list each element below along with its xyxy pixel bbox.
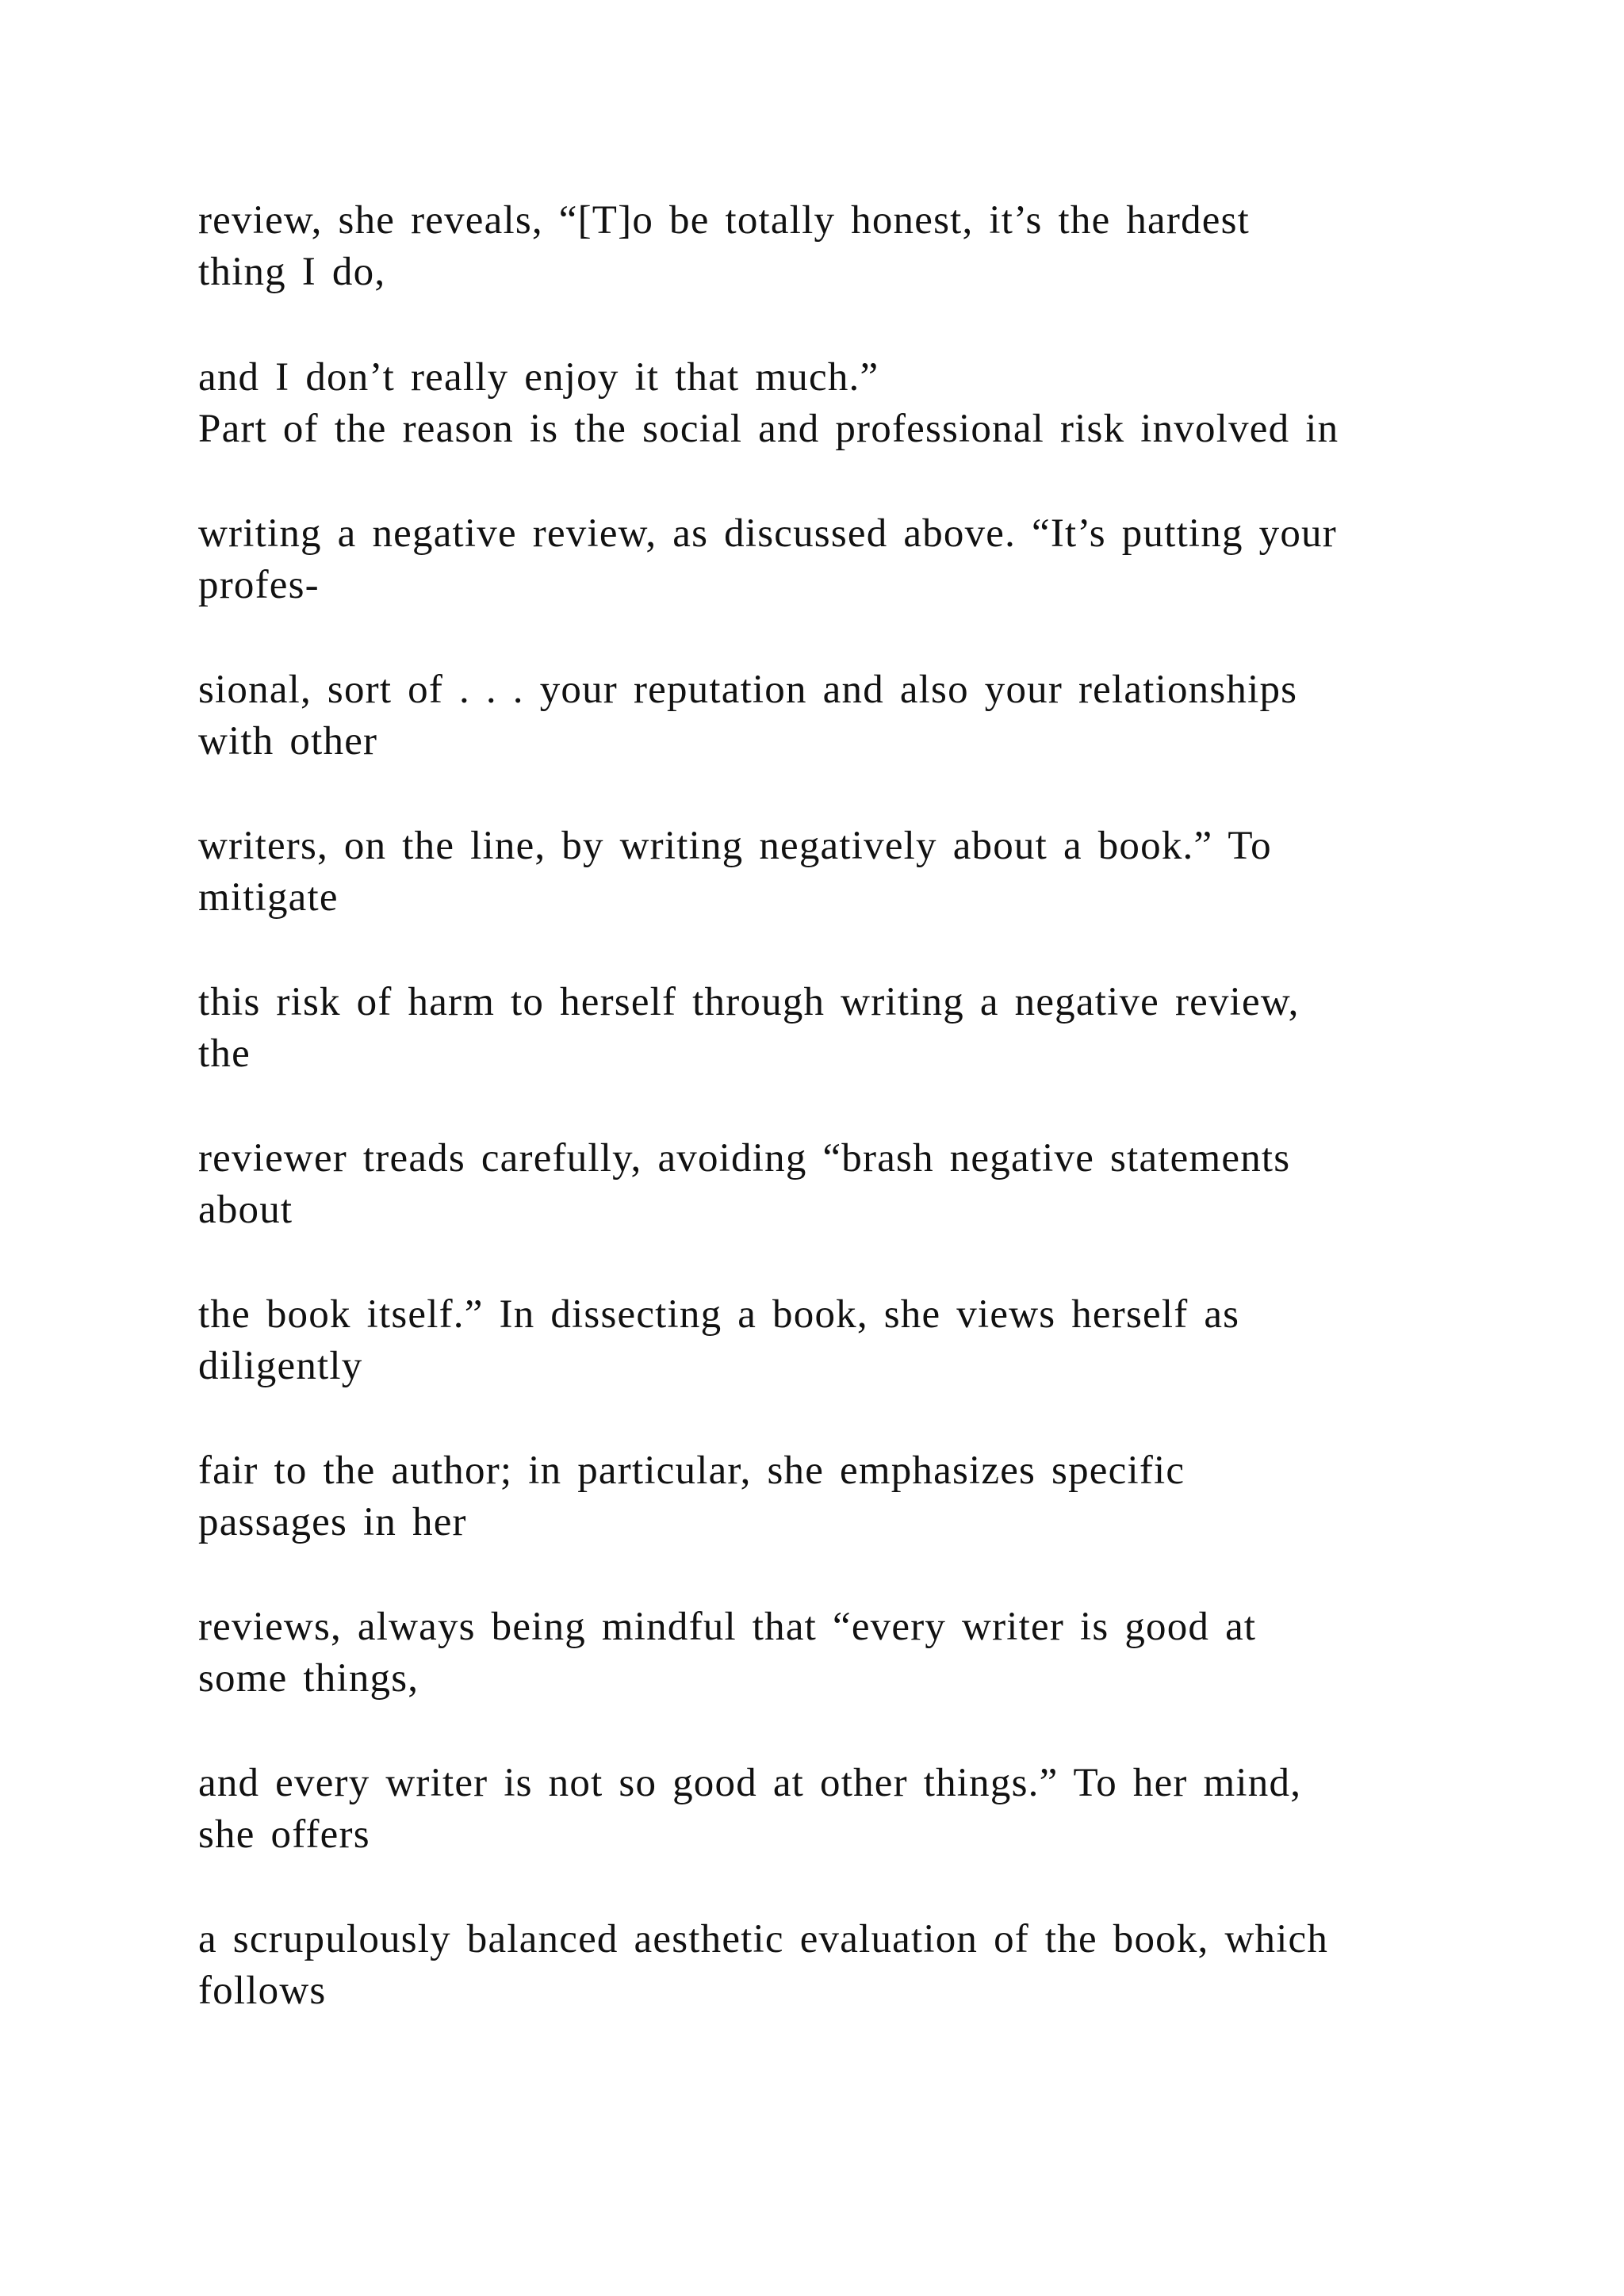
text-line: this risk of harm to herself through writing a negative review, [198, 980, 1300, 1024]
text-line: the book itself.” In dissecting a book, she views herself as [198, 1292, 1240, 1337]
text-line: the [198, 1031, 251, 1076]
text-line: Part of the reason is the social and professional risk involved in [198, 407, 1339, 451]
text-line: fair to the author; in particular, she emphasizes specific [198, 1448, 1185, 1493]
text-line: follows [198, 1969, 327, 2013]
text-line: reviewer treads carefully, avoiding “brash negative statements [198, 1136, 1291, 1181]
text-line: with other [198, 719, 378, 763]
text-line: some things, [198, 1656, 419, 1701]
text-line: thing I do, [198, 250, 386, 294]
text-line: she offers [198, 1812, 370, 1857]
text-line: about [198, 1188, 293, 1232]
text-line: passages in her [198, 1500, 467, 1544]
text-line: a scrupulously balanced aesthetic evaluation of the book, which [198, 1917, 1329, 1961]
text-line: diligently [198, 1344, 363, 1388]
text-line: and I don’t really enjoy it that much.” [198, 355, 879, 400]
text-line: writers, on the line, by writing negatively about a book.” To [198, 824, 1272, 868]
text-line: review, she reveals, “[T]o be totally honest, it’s the hardest [198, 198, 1251, 243]
text-line: mitigate [198, 875, 339, 920]
text-line: writing a negative review, as discussed above. “It’s putting your [198, 511, 1337, 556]
text-line: sional, sort of . . . your reputation and also your relationships [198, 668, 1298, 712]
text-line: profes- [198, 563, 320, 607]
text-line: and every writer is not so good at other things.” To her mind, [198, 1761, 1302, 1805]
text-line: reviews, always being mindful that “every writer is good at [198, 1605, 1257, 1649]
